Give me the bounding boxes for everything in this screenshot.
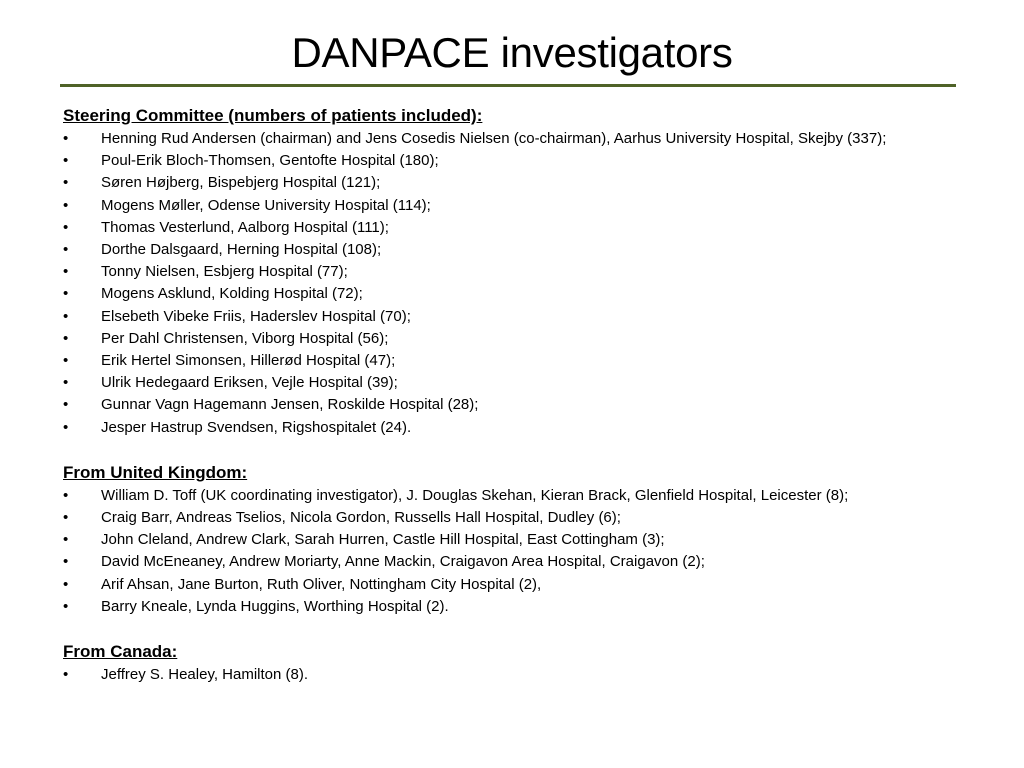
list-item-text: David McEneaney, Andrew Moriarty, Anne Mackin, Craigavon Area Hospital, Craigavon (2); [101,553,705,571]
list-item-text: Tonny Nielsen, Esbjerg Hospital (77); [101,263,348,281]
section-spacer [63,439,1003,461]
list-item [63,507,1003,529]
investigator-list [63,485,1003,618]
bullet-icon: • [63,396,69,414]
list-item [63,485,1003,507]
list-item [63,195,1003,217]
section-heading: From Canada: [63,642,178,662]
bullet-icon: • [63,152,69,170]
bullet-icon: • [63,486,69,504]
list-item [63,150,1003,172]
list-item [63,574,1003,596]
bullet-icon: • [63,307,69,325]
section-canada [63,640,1003,686]
bullet-icon: • [63,531,69,549]
list-item-text: Poul-Erik Bloch-Thomsen, Gentofte Hospital (180); [101,152,439,170]
list-item-text: Per Dahl Christensen, Viborg Hospital (56); [101,329,389,347]
section-united-kingdom [63,461,1003,618]
bullet-icon: • [63,374,69,392]
list-item-text: Erik Hertel Simonsen, Hillerød Hospital (47); [101,352,396,370]
list-item [63,529,1003,551]
bullet-icon: • [63,329,69,347]
list-item [63,372,1003,394]
list-item [63,283,1003,305]
section-heading: Steering Committee (numbers of patients included): [63,106,483,125]
bullet-icon: • [63,285,69,303]
bullet-icon: • [63,509,69,527]
list-item-text: Jesper Hastrup Svendsen, Rigshospitalet (24). [101,418,412,436]
list-item-text: Elsebeth Vibeke Friis, Haderslev Hospital (70); [101,307,411,325]
investigator-list [63,128,1003,439]
list-item-text: Gunnar Vagn Hagemann Jensen, Roskilde Hospital (28); [101,396,479,414]
bullet-icon: • [63,263,69,281]
bullet-icon: • [63,241,69,259]
list-item [63,394,1003,416]
list-item [63,261,1003,283]
list-item [63,596,1003,618]
section-steering-committee [63,104,1003,439]
list-item-text: William D. Toff (UK coordinating investigator), J. Douglas Skehan, Kieran Brack, Glenfield Hospital, Leicester (8); [101,486,849,504]
list-item-text: Arif Ahsan, Jane Burton, Ruth Oliver, Nottingham City Hospital (2), [101,575,542,593]
list-item-text: Craig Barr, Andreas Tselios, Nicola Gordon, Russells Hall Hospital, Dudley (6); [101,509,621,527]
bullet-icon: • [63,196,69,214]
list-item-text: Mogens Møller, Odense University Hospital (114); [101,196,431,214]
bullet-icon: • [63,597,69,615]
bullet-icon: • [63,575,69,593]
list-item [63,664,1003,686]
list-item [63,172,1003,194]
list-item [63,328,1003,350]
slide-content [63,104,1003,686]
bullet-icon: • [63,418,69,436]
list-item-text: John Cleland, Andrew Clark, Sarah Hurren, Castle Hill Hospital, East Cottingham (3); [101,531,665,549]
bullet-icon: • [63,218,69,236]
bullet-icon: • [63,130,69,147]
investigator-list [63,664,1003,686]
title-divider [60,84,956,87]
list-item-text: Henning Rud Andersen (chairman) and Jens Cosedis Nielsen (co-chairman), Aarhus University Hospital, Skejby (337); [101,130,887,147]
slide-title: DANPACE investigators [291,29,733,76]
list-item [63,417,1003,439]
bullet-icon: • [63,352,69,370]
list-item [63,350,1003,372]
bullet-icon: • [63,174,69,192]
list-item [63,128,1003,150]
list-item-text: Dorthe Dalsgaard, Herning Hospital (108); [101,241,382,259]
list-item [63,306,1003,328]
list-item [63,217,1003,239]
list-item [63,239,1003,261]
section-heading: From United Kingdom: [63,462,248,482]
list-item-text: Mogens Asklund, Kolding Hospital (72); [101,285,363,303]
list-item-text: Barry Kneale, Lynda Huggins, Worthing Hospital (2). [101,597,449,615]
list-item [63,551,1003,573]
list-item-text: Ulrik Hedegaard Eriksen, Vejle Hospital (39); [101,374,398,392]
list-item-text: Jeffrey S. Healey, Hamilton (8). [101,666,309,684]
list-item-text: Thomas Vesterlund, Aalborg Hospital (111); [101,218,389,236]
bullet-icon: • [63,553,69,571]
bullet-icon: • [63,666,69,684]
section-spacer [63,618,1003,640]
list-item-text: Søren Højberg, Bispebjerg Hospital (121); [101,174,381,192]
